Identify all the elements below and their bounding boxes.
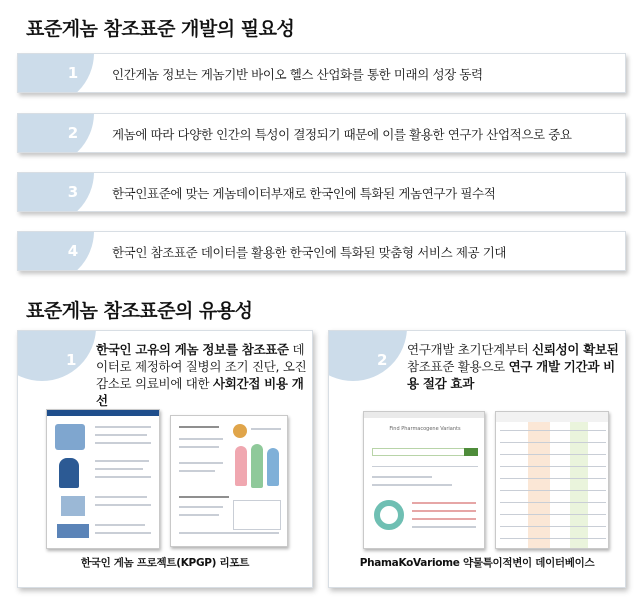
emphasis-text: 사회간접 비용 개선 [96, 376, 304, 408]
usefulness-card-2 [328, 330, 626, 588]
card-description [407, 341, 619, 392]
emphasis-text: 신뢰성이 확보된 [532, 342, 619, 357]
number-circle-decoration [328, 330, 407, 381]
usefulness-card-1 [17, 330, 313, 588]
database-screenshot [363, 411, 485, 549]
screen-title: Find Pharmacogene Variants [389, 426, 461, 432]
item-number: 3 [67, 183, 79, 201]
necessity-item-1 [17, 53, 626, 93]
necessity-item-4 [17, 231, 626, 271]
emphasis-text: 연구 개발 기간과 비용 절감 효과 [407, 359, 615, 391]
report-thumbnail-1 [46, 409, 160, 549]
item-number: 1 [67, 64, 79, 82]
card-caption: PhamaKoVariome 약물특이적변이 데이터베이스 [359, 557, 595, 569]
necessity-title: 표준게놈 참조표준 개발의 필요성 [26, 18, 295, 40]
number-circle-decoration [17, 172, 94, 212]
card-caption: 한국인 게놈 프로젝트(KPGP) 리포트 [80, 557, 250, 569]
report-thumbnail-2 [170, 415, 288, 547]
usefulness-title: 표준게놈 참조표준의 유용성 [26, 300, 253, 322]
body-text: 연구개발 초기단계부터 [407, 342, 533, 357]
item-number: 2 [67, 124, 79, 142]
item-text: 한국인표준에 맞는 게놈데이터부재로 한국인에 특화된 게놈연구가 필수적 [112, 186, 496, 201]
necessity-item-3 [17, 172, 626, 212]
item-text: 게놈에 따라 다양한 인간의 특성이 결정되기 때문에 이를 활용한 연구가 산업적으로 중요 [112, 127, 572, 142]
emphasis-text: 한국인 고유의 게놈 정보를 참조표준 [96, 342, 289, 357]
necessity-item-2 [17, 113, 626, 153]
variant-table-screenshot [495, 411, 609, 549]
number-circle-decoration [17, 113, 94, 153]
item-number: 4 [67, 242, 79, 260]
item-text: 한국인 참조표준 데이터를 활용한 한국인에 특화된 맞춤형 서비스 제공 기대 [112, 245, 507, 260]
item-text: 인간게놈 정보는 게놈기반 바이오 헬스 산업화를 통한 미래의 성장 동력 [112, 67, 483, 82]
body-text: 데이터로 제정하여 질병의 조기 진단, 오진 감소로 의료비에 대한 [96, 342, 307, 391]
card-description [96, 341, 308, 409]
number-circle-decoration [17, 330, 96, 381]
number-circle-decoration [17, 53, 94, 93]
item-number: 2 [377, 351, 388, 369]
body-text: 참조표준 활용으로 [407, 359, 509, 374]
number-circle-decoration [17, 231, 94, 271]
item-number: 1 [66, 351, 77, 369]
